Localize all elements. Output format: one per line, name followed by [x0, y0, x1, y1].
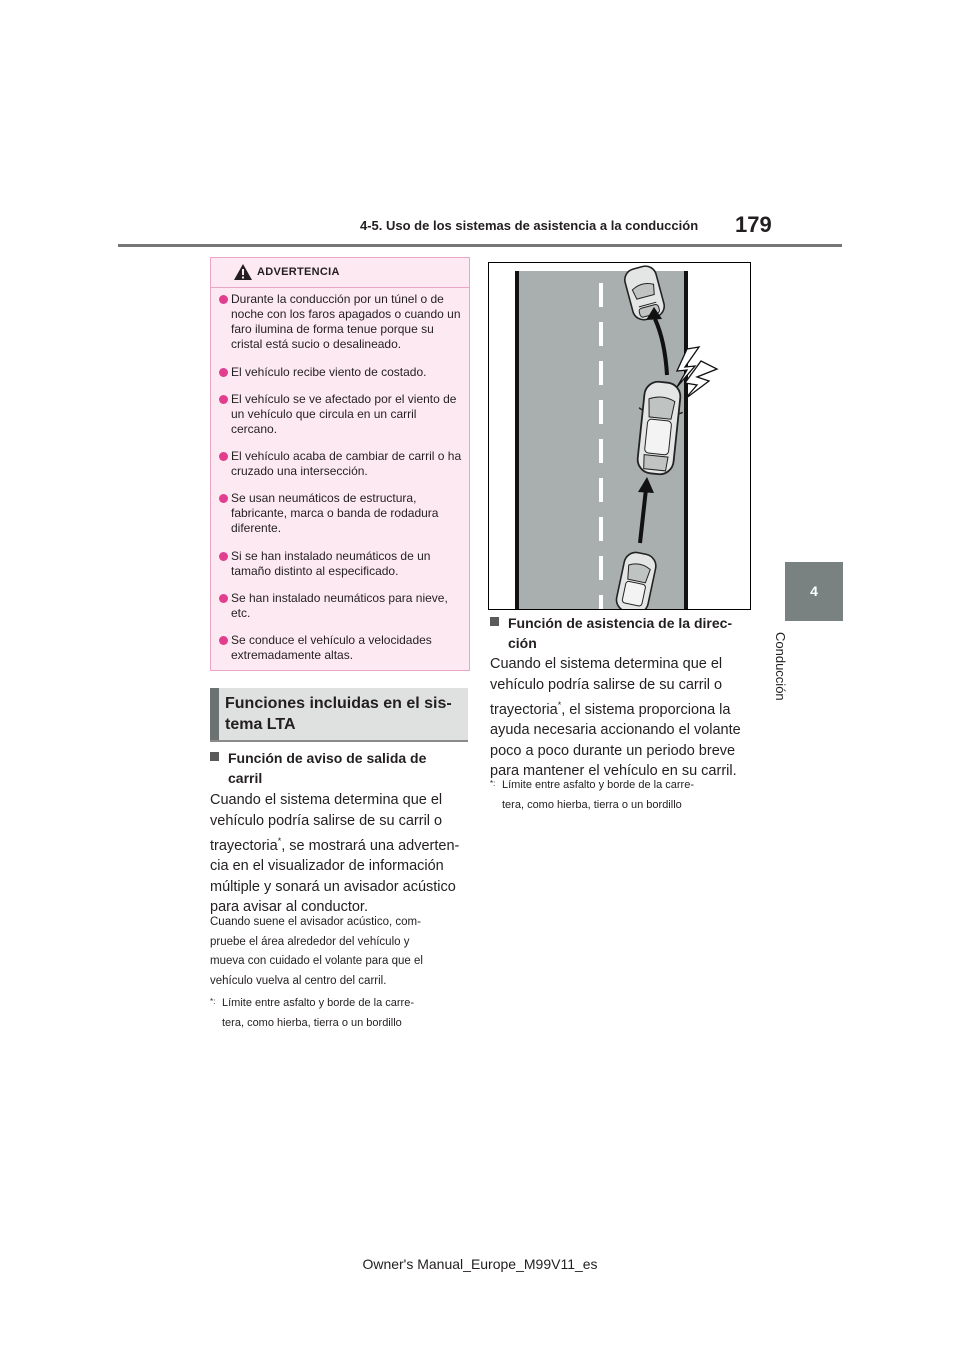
warning-item: Se han instalado neumáticos para nieve, etc. [219, 591, 463, 621]
bullet-icon [219, 452, 228, 461]
chapter-label-text: Conducción [773, 632, 788, 701]
bullet-icon [219, 368, 228, 377]
warning-item: El vehículo recibe viento de costado. [219, 365, 463, 380]
lane-illustration [488, 262, 751, 610]
bullet-icon [219, 494, 228, 503]
warning-header [211, 258, 469, 288]
warning-title: ADVERTENCIA [257, 266, 340, 278]
warning-item: Durante la conducción por un túnel o de noche con los faros apagados o cuando un faro ilumina de forma tenue porque su cristal está sucio o desalineado. [219, 292, 463, 352]
lane-diagram [489, 263, 750, 609]
warning-item: Se usan neumáticos de estructura, fabricante, marca o banda de rodadura diferente. [219, 491, 463, 536]
section-heading-bar [210, 688, 219, 740]
warning-item: Si se han instalado neumáticos de un tamaño distinto al especificado. [219, 549, 463, 579]
warning-item: El vehículo se ve afectado por el viento de un vehículo que circula en un carril cercano. [219, 392, 463, 437]
footnote: *: Límite entre asfalto y borde de la carre- tera, como hierba, tierra o un bordillo [210, 997, 414, 1029]
paragraph-steering-assist: Cuando el sistema determina que el vehículo podría salirse de su carril o trayectoria*, el sistema proporciona la ayuda necesaria accionando el volante poco a poco durante un periodo breve para mantener el vehículo en su carril. [490, 656, 741, 780]
warning-item: Se conduce el vehículo a velocidades extremadamente altas. [219, 633, 463, 663]
warning-item: El vehículo acaba de cambiar de carril o ha cruzado una intersección. [219, 449, 463, 479]
bullet-icon [219, 594, 228, 603]
subheading-lane-departure: Función de aviso de salida de carril [210, 748, 468, 788]
square-bullet-icon [210, 752, 219, 761]
header-rule [118, 244, 842, 247]
paragraph-lane-departure: Cuando el sistema determina que el vehículo podría salirse de su carril o trayectoria*, se mostrará una adverten- cia en el visualizador de información múltiple y sonará un avisador acústico para avisar al conductor. [210, 792, 460, 916]
footnote: *: Límite entre asfalto y borde de la carre- tera, como hierba, tierra o un bordillo [490, 779, 694, 811]
section-title: 4-5. Uso de los sistemas de asistencia a la conducción [360, 218, 699, 233]
section-heading-text: Funciones incluidas en el sis- tema LTA [225, 695, 452, 733]
chapter-label [773, 632, 816, 712]
warning-box [210, 257, 470, 671]
warning-triangle-icon [233, 263, 253, 281]
square-bullet-icon [490, 617, 499, 626]
page-number: 179 [735, 212, 772, 237]
subheading-steering-assist: Función de asistencia de la direc- ción [490, 613, 752, 653]
bullet-icon [219, 552, 228, 561]
bullet-icon [219, 295, 228, 304]
footer-doc-id: Owner's Manual_Europe_M99V11_es [362, 1256, 598, 1272]
section-heading [210, 688, 468, 742]
bullet-icon [219, 636, 228, 645]
paragraph-buzzer-advice: Cuando suene el avisador acústico, com- pruebe el área alrededor del vehículo y mueva con cuidado el volante para que el vehículo vuelva al centro del carril. [210, 916, 423, 987]
chapter-tab[interactable]: 4 [785, 562, 843, 621]
bullet-icon [219, 395, 228, 404]
